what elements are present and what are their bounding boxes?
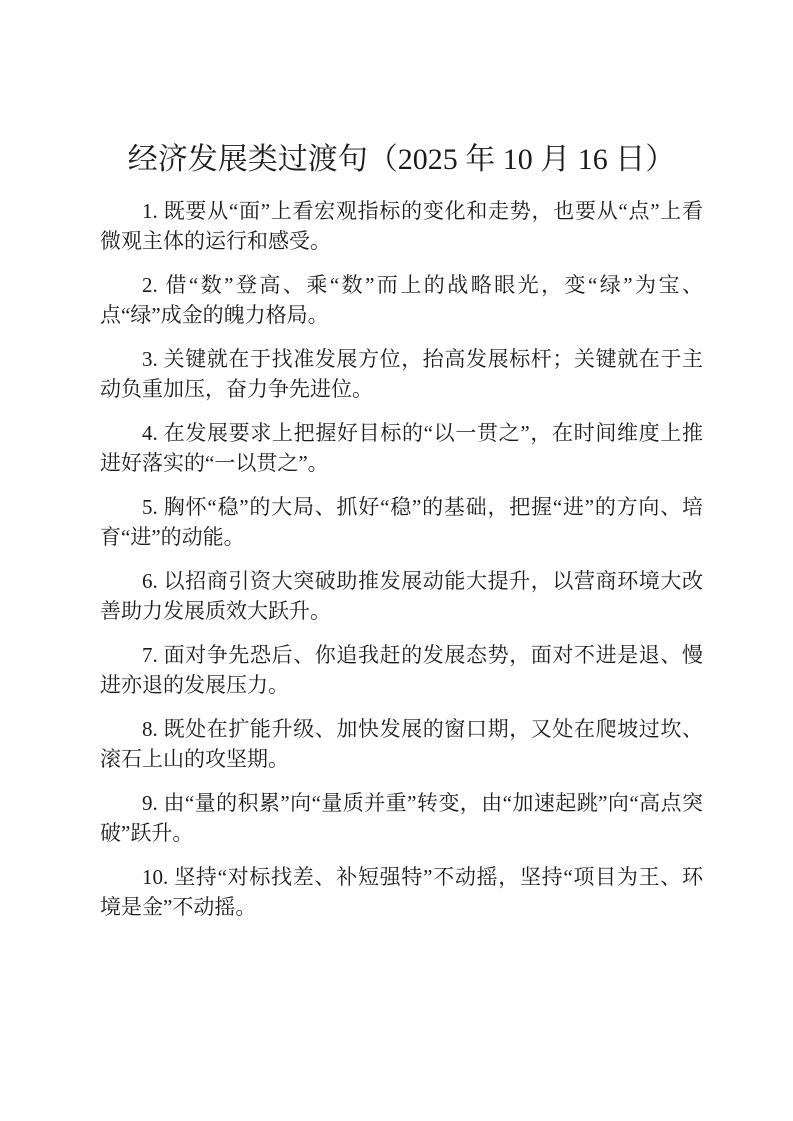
transition-sentence-8: 8. 既处在扩能升级、加快发展的窗口期，又处在爬坡过坎、滚石上山的攻坚期。 [100,717,703,771]
document-title: 经济发展类过渡句（2025 年 10 月 16 日） [127,143,676,176]
transition-sentence-5: 5. 胸怀“稳”的大局、抓好“稳”的基础，把握“进”的方向、培育“进”的动能。 [100,495,703,549]
transition-sentence-3: 3. 关键就在于找准发展方位，抬高发展标杆；关键就在于主动负重加压，奋力争先进位。 [100,347,703,401]
transition-sentence-9: 9. 由“量的积累”向“量质并重”转变，由“加速起跳”向“高点突破”跃升。 [100,791,703,845]
transition-sentence-1: 1. 既要从“面”上看宏观指标的变化和走势，也要从“点”上看微观主体的运行和感受。 [100,199,703,253]
transition-sentence-2: 2. 借“数”登高、乘“数”而上的战略眼光，变“绿”为宝、点“绿”成金的魄力格局。 [100,273,703,327]
transition-sentence-6: 6. 以招商引资大突破助推发展动能大提升，以营商环境大改善助力发展质效大跃升。 [100,569,703,623]
transition-sentence-4: 4. 在发展要求上把握好目标的“以一贯之”，在时间维度上推进好落实的“一以贯之”。 [100,421,703,475]
transition-sentence-10: 10. 坚持“对标找差、补短强特”不动摇，坚持“项目为王、环境是金”不动摇。 [100,865,703,919]
transition-sentence-7: 7. 面对争先恐后、你追我赶的发展态势，面对不进是退、慢进亦退的发展压力。 [100,643,703,697]
